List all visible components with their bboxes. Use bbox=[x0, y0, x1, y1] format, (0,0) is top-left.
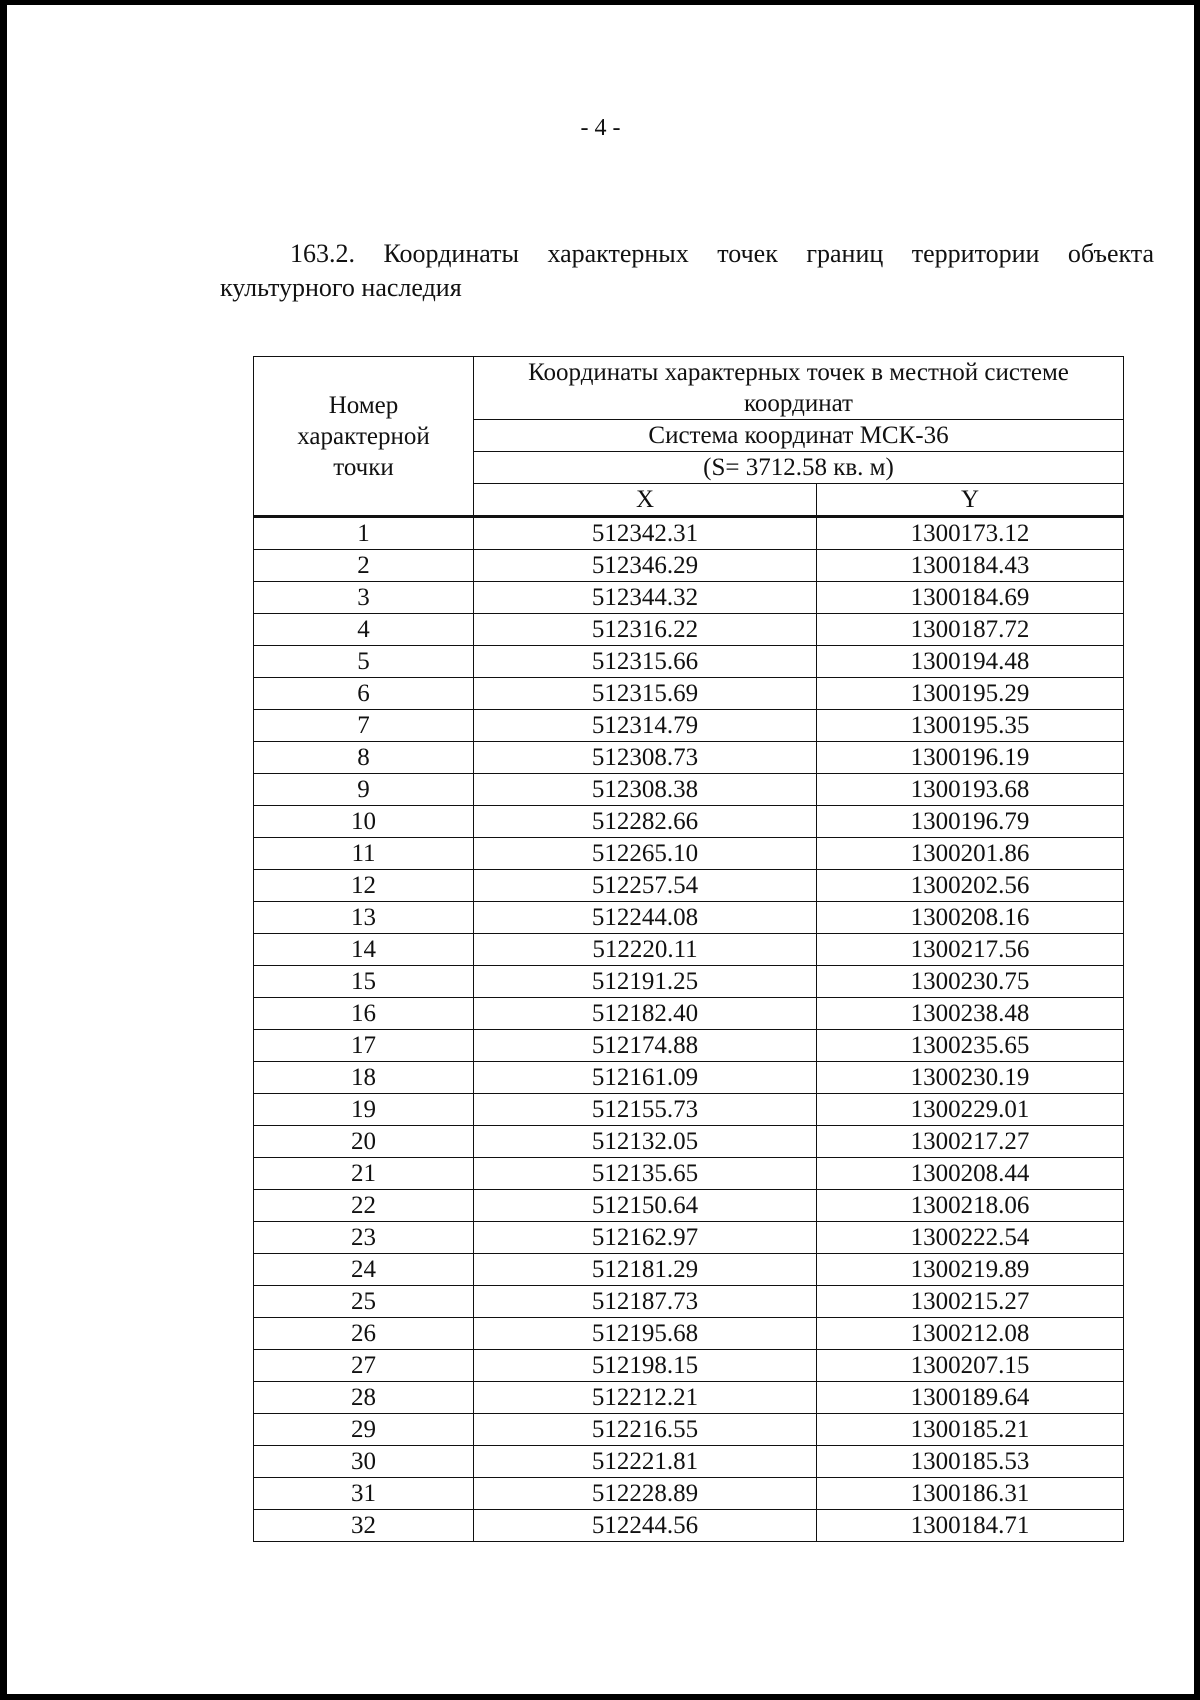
table-row bbox=[254, 1094, 1124, 1126]
point-number-cell: 13 bbox=[254, 902, 474, 934]
x-coordinate-cell: 512342.31 bbox=[474, 517, 817, 550]
table-row bbox=[254, 646, 1124, 678]
point-number-cell: 5 bbox=[254, 646, 474, 678]
y-coordinate-cell: 1300217.56 bbox=[817, 934, 1124, 966]
y-coordinate-cell: 1300217.27 bbox=[817, 1126, 1124, 1158]
y-coordinate-cell: 1300208.16 bbox=[817, 902, 1124, 934]
y-coordinate-cell: 1300201.86 bbox=[817, 838, 1124, 870]
y-coordinate-cell: 1300230.75 bbox=[817, 966, 1124, 998]
table-row bbox=[254, 1126, 1124, 1158]
table-row bbox=[254, 1286, 1124, 1318]
y-column-header: Y bbox=[817, 484, 1124, 517]
x-coordinate-cell: 512220.11 bbox=[474, 934, 817, 966]
x-coordinate-cell: 512161.09 bbox=[474, 1062, 817, 1094]
y-coordinate-cell: 1300196.79 bbox=[817, 806, 1124, 838]
table-row bbox=[254, 774, 1124, 806]
table-row bbox=[254, 1414, 1124, 1446]
table-row bbox=[254, 550, 1124, 582]
x-coordinate-cell: 512257.54 bbox=[474, 870, 817, 902]
y-coordinate-cell: 1300194.48 bbox=[817, 646, 1124, 678]
x-coordinate-cell: 512308.73 bbox=[474, 742, 817, 774]
x-coordinate-cell: 512315.66 bbox=[474, 646, 817, 678]
table-body bbox=[254, 517, 1124, 1542]
x-coordinate-cell: 512132.05 bbox=[474, 1126, 817, 1158]
x-coordinate-cell: 512135.65 bbox=[474, 1158, 817, 1190]
y-coordinate-cell: 1300196.19 bbox=[817, 742, 1124, 774]
point-number-cell: 8 bbox=[254, 742, 474, 774]
x-coordinate-cell: 512195.68 bbox=[474, 1318, 817, 1350]
table-row bbox=[254, 1350, 1124, 1382]
table-row bbox=[254, 1382, 1124, 1414]
y-coordinate-cell: 1300193.68 bbox=[817, 774, 1124, 806]
x-coordinate-cell: 512182.40 bbox=[474, 998, 817, 1030]
y-coordinate-cell: 1300215.27 bbox=[817, 1286, 1124, 1318]
table-row bbox=[254, 1190, 1124, 1222]
x-coordinate-cell: 512316.22 bbox=[474, 614, 817, 646]
y-coordinate-cell: 1300219.89 bbox=[817, 1254, 1124, 1286]
point-number-cell: 7 bbox=[254, 710, 474, 742]
table-row bbox=[254, 838, 1124, 870]
x-coordinate-cell: 512315.69 bbox=[474, 678, 817, 710]
x-coordinate-cell: 512228.89 bbox=[474, 1478, 817, 1510]
coordinates-group-header: Координаты характерных точек в местной системе координат bbox=[474, 357, 1124, 420]
x-coordinate-cell: 512346.29 bbox=[474, 550, 817, 582]
table-row bbox=[254, 998, 1124, 1030]
point-number-cell: 12 bbox=[254, 870, 474, 902]
point-number-cell: 25 bbox=[254, 1286, 474, 1318]
page-number: - 4 - bbox=[580, 115, 621, 141]
y-coordinate-cell: 1300195.35 bbox=[817, 710, 1124, 742]
point-number-cell: 21 bbox=[254, 1158, 474, 1190]
x-coordinate-cell: 512212.21 bbox=[474, 1382, 817, 1414]
point-number-cell: 30 bbox=[254, 1446, 474, 1478]
point-number-cell: 14 bbox=[254, 934, 474, 966]
section-heading: 163.2. Координаты характерных точек границ территории объекта культурного наследия bbox=[220, 239, 1154, 302]
y-coordinate-cell: 1300230.19 bbox=[817, 1062, 1124, 1094]
point-number-cell: 2 bbox=[254, 550, 474, 582]
y-coordinate-cell: 1300189.64 bbox=[817, 1382, 1124, 1414]
table-row bbox=[254, 517, 1124, 550]
point-number-cell: 18 bbox=[254, 1062, 474, 1094]
area-header: (S= 3712.58 кв. м) bbox=[474, 452, 1124, 484]
table-row bbox=[254, 742, 1124, 774]
table-row bbox=[254, 1446, 1124, 1478]
point-number-cell: 29 bbox=[254, 1414, 474, 1446]
x-coordinate-cell: 512181.29 bbox=[474, 1254, 817, 1286]
table-row bbox=[254, 902, 1124, 934]
point-number-cell: 6 bbox=[254, 678, 474, 710]
y-coordinate-cell: 1300235.65 bbox=[817, 1030, 1124, 1062]
table-row bbox=[254, 614, 1124, 646]
y-coordinate-cell: 1300195.29 bbox=[817, 678, 1124, 710]
point-number-cell: 28 bbox=[254, 1382, 474, 1414]
point-number-cell: 23 bbox=[254, 1222, 474, 1254]
table-row bbox=[254, 806, 1124, 838]
point-number-cell: 4 bbox=[254, 614, 474, 646]
y-coordinate-cell: 1300238.48 bbox=[817, 998, 1124, 1030]
point-number-cell: 20 bbox=[254, 1126, 474, 1158]
x-coordinate-cell: 512216.55 bbox=[474, 1414, 817, 1446]
point-number-header: Номер характерной точки bbox=[254, 357, 474, 517]
table-row bbox=[254, 1478, 1124, 1510]
x-coordinate-cell: 512308.38 bbox=[474, 774, 817, 806]
point-number-cell: 26 bbox=[254, 1318, 474, 1350]
table-row bbox=[254, 1510, 1124, 1542]
table-row bbox=[254, 582, 1124, 614]
y-coordinate-cell: 1300187.72 bbox=[817, 614, 1124, 646]
y-coordinate-cell: 1300185.53 bbox=[817, 1446, 1124, 1478]
x-coordinate-cell: 512198.15 bbox=[474, 1350, 817, 1382]
y-coordinate-cell: 1300184.43 bbox=[817, 550, 1124, 582]
point-number-cell: 27 bbox=[254, 1350, 474, 1382]
y-coordinate-cell: 1300186.31 bbox=[817, 1478, 1124, 1510]
x-coordinate-cell: 512191.25 bbox=[474, 966, 817, 998]
y-coordinate-cell: 1300184.71 bbox=[817, 1510, 1124, 1542]
table-row bbox=[254, 934, 1124, 966]
y-coordinate-cell: 1300229.01 bbox=[817, 1094, 1124, 1126]
x-column-header: X bbox=[474, 484, 817, 517]
table-row bbox=[254, 710, 1124, 742]
point-number-cell: 32 bbox=[254, 1510, 474, 1542]
x-coordinate-cell: 512155.73 bbox=[474, 1094, 817, 1126]
y-coordinate-cell: 1300202.56 bbox=[817, 870, 1124, 902]
x-coordinate-cell: 512314.79 bbox=[474, 710, 817, 742]
table-header bbox=[254, 357, 1124, 517]
table-row bbox=[254, 1222, 1124, 1254]
y-coordinate-cell: 1300222.54 bbox=[817, 1222, 1124, 1254]
coordinate-system-header: Система координат МСК-36 bbox=[474, 420, 1124, 452]
x-coordinate-cell: 512244.56 bbox=[474, 1510, 817, 1542]
point-number-cell: 3 bbox=[254, 582, 474, 614]
table-row bbox=[254, 1030, 1124, 1062]
coordinates-table bbox=[253, 356, 1124, 1542]
x-coordinate-cell: 512221.81 bbox=[474, 1446, 817, 1478]
point-number-cell: 19 bbox=[254, 1094, 474, 1126]
y-coordinate-cell: 1300184.69 bbox=[817, 582, 1124, 614]
point-number-cell: 9 bbox=[254, 774, 474, 806]
point-number-cell: 10 bbox=[254, 806, 474, 838]
table-row bbox=[254, 1254, 1124, 1286]
x-coordinate-cell: 512150.64 bbox=[474, 1190, 817, 1222]
x-coordinate-cell: 512344.32 bbox=[474, 582, 817, 614]
y-coordinate-cell: 1300212.08 bbox=[817, 1318, 1124, 1350]
table-row bbox=[254, 1158, 1124, 1190]
point-number-cell: 1 bbox=[254, 517, 474, 550]
point-number-cell: 24 bbox=[254, 1254, 474, 1286]
x-coordinate-cell: 512187.73 bbox=[474, 1286, 817, 1318]
table-row bbox=[254, 870, 1124, 902]
x-coordinate-cell: 512265.10 bbox=[474, 838, 817, 870]
table-row bbox=[254, 1062, 1124, 1094]
x-coordinate-cell: 512162.97 bbox=[474, 1222, 817, 1254]
point-number-cell: 22 bbox=[254, 1190, 474, 1222]
y-coordinate-cell: 1300208.44 bbox=[817, 1158, 1124, 1190]
x-coordinate-cell: 512244.08 bbox=[474, 902, 817, 934]
point-number-cell: 15 bbox=[254, 966, 474, 998]
y-coordinate-cell: 1300207.15 bbox=[817, 1350, 1124, 1382]
point-number-cell: 11 bbox=[254, 838, 474, 870]
y-coordinate-cell: 1300173.12 bbox=[817, 517, 1124, 550]
y-coordinate-cell: 1300218.06 bbox=[817, 1190, 1124, 1222]
point-number-cell: 31 bbox=[254, 1478, 474, 1510]
y-coordinate-cell: 1300185.21 bbox=[817, 1414, 1124, 1446]
point-number-cell: 17 bbox=[254, 1030, 474, 1062]
point-number-cell: 16 bbox=[254, 998, 474, 1030]
table-row bbox=[254, 966, 1124, 998]
table-row bbox=[254, 678, 1124, 710]
x-coordinate-cell: 512282.66 bbox=[474, 806, 817, 838]
x-coordinate-cell: 512174.88 bbox=[474, 1030, 817, 1062]
table-row bbox=[254, 1318, 1124, 1350]
